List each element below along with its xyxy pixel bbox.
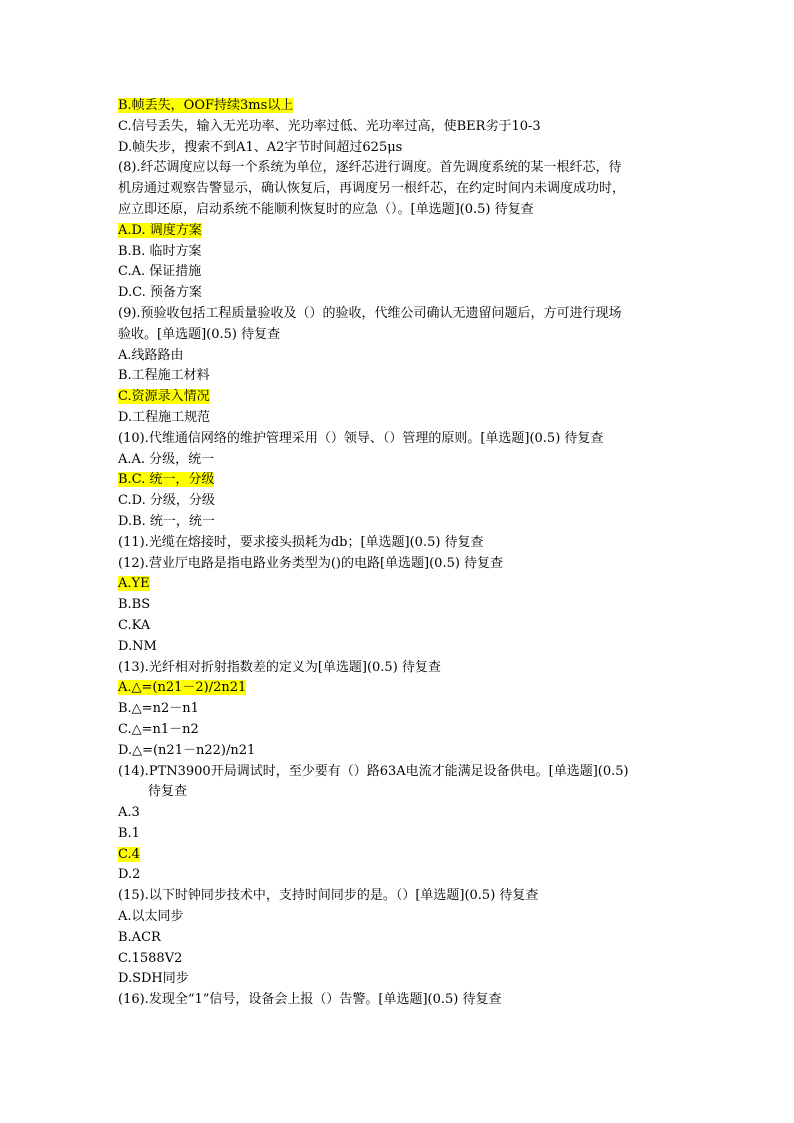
line-text: (14).PTN3900开局调试时，至少要有（）路63A电流才能满足设备供电。[单选题](0.5) <box>118 763 629 779</box>
line-text: (11).光缆在熔接时，要求接头损耗为db；[单选题](0.5) 待复查 <box>118 534 484 550</box>
document-line <box>118 325 678 346</box>
line-text: D.B. 统一，统一 <box>118 513 215 529</box>
line-text: (12).营业厅电路是指电路业务类型为()的电路[单选题](0.5) 待复查 <box>118 555 504 571</box>
line-text: 验收。[单选题](0.5) 待复查 <box>118 326 281 342</box>
document-line <box>118 200 678 221</box>
highlighted-answer: B.C. 统一，分级 <box>118 472 215 488</box>
document-line <box>118 865 678 886</box>
line-text: (16).发现全“1”信号，设备会上报（）告警。[单选题](0.5) 待复查 <box>118 992 502 1008</box>
document-line <box>118 782 678 803</box>
document-line <box>118 616 678 637</box>
line-text: A.3 <box>118 805 140 821</box>
line-text: (13).光纤相对折射指数差的定义为[单选题](0.5) 待复查 <box>118 659 441 675</box>
line-text: (9).预验收包括工程质量验收及（）的验收，代维公司确认无遗留问题后，方可进行现场 <box>118 305 622 321</box>
document-line <box>118 242 678 263</box>
line-text: B.B. 临时方案 <box>118 243 202 259</box>
document-line <box>118 803 678 824</box>
highlighted-answer: C.4 <box>118 846 140 862</box>
document-line <box>118 928 678 949</box>
document-line <box>118 450 678 471</box>
line-text: D.NM <box>118 638 157 654</box>
document-line <box>118 824 678 845</box>
line-text: (10).代维通信网络的维护管理采用（）领导、（）管理的原则。[单选题](0.5) 待复查 <box>118 430 604 446</box>
document-line <box>118 491 678 512</box>
highlighted-answer: A.YE <box>118 576 150 592</box>
document-page <box>118 96 678 1011</box>
document-line <box>118 262 678 283</box>
line-text: D.帧失步，搜索不到A1、A2字节时间超过625μs <box>118 139 403 155</box>
line-text: B.ACR <box>118 929 161 945</box>
line-text: A.线路路由 <box>118 347 184 363</box>
document-line <box>118 574 678 595</box>
line-text: D.△=(n21－n22)/n21 <box>118 742 256 758</box>
document-line <box>118 512 678 533</box>
document-line <box>118 969 678 990</box>
line-text: B.1 <box>118 825 140 841</box>
highlighted-answer: B.帧丢失，OOF持续3ms以上 <box>118 98 294 113</box>
line-text: C.1588V2 <box>118 950 183 966</box>
document-line <box>118 595 678 616</box>
document-line <box>118 658 678 679</box>
document-line <box>118 949 678 970</box>
document-line <box>118 366 678 387</box>
highlighted-answer: A.△=(n21－2)/2n21 <box>118 680 247 696</box>
line-text: 应立即还原，启动系统不能顺利恢复时的应急（）。[单选题](0.5) 待复查 <box>118 201 534 217</box>
document-line <box>118 907 678 928</box>
document-line <box>118 346 678 367</box>
document-line <box>118 158 678 179</box>
document-line <box>118 533 678 554</box>
highlighted-answer: C.资源录入情况 <box>118 389 210 405</box>
line-text: 机房通过观察告警显示，确认恢复后，再调度另一根纤芯，在约定时间内未调度成功时， <box>118 181 626 197</box>
document-line <box>118 637 678 658</box>
document-line <box>118 741 678 762</box>
line-text: C.A. 保证措施 <box>118 264 202 280</box>
document-line <box>118 408 678 429</box>
line-text: B.工程施工材料 <box>118 368 210 384</box>
document-line <box>118 470 678 491</box>
document-line <box>118 221 678 242</box>
line-text: (15).以下时钟同步技术中，支持时间同步的是。（）[单选题](0.5) 待复查 <box>118 888 539 904</box>
document-line <box>118 720 678 741</box>
document-line <box>118 678 678 699</box>
document-line <box>118 554 678 575</box>
line-text: D.2 <box>118 867 141 883</box>
document-line <box>118 283 678 304</box>
line-text: A.以太同步 <box>118 909 184 925</box>
line-text: D.C. 预备方案 <box>118 285 202 301</box>
document-line <box>118 845 678 866</box>
line-text: (8).纤芯调度应以每一个系统为单位，逐纤芯进行调度。首先调度系统的某一根纤芯，待 <box>118 160 622 176</box>
line-text: D.SDH同步 <box>118 971 189 987</box>
line-text: C.△=n1－n2 <box>118 721 199 737</box>
document-line <box>118 990 678 1011</box>
line-text: A.A. 分级，统一 <box>118 451 215 467</box>
line-text: D.工程施工规范 <box>118 409 211 425</box>
document-line <box>118 117 678 138</box>
line-text: B.△=n2－n1 <box>118 701 199 717</box>
document-line <box>118 179 678 200</box>
line-text: C.D. 分级，分级 <box>118 493 215 509</box>
line-text: C.信号丢失，输入无光功率、光功率过低、光功率过高，使BER劣于10-3 <box>118 118 541 134</box>
document-line <box>118 699 678 720</box>
highlighted-answer: A.D. 调度方案 <box>118 222 202 238</box>
document-line <box>118 304 678 325</box>
line-text: C.KA <box>118 617 151 633</box>
document-line <box>118 138 678 159</box>
line-text: 待复查 <box>148 784 188 800</box>
document-line <box>118 429 678 450</box>
document-line <box>118 96 678 117</box>
document-line <box>118 387 678 408</box>
document-line <box>118 762 678 783</box>
line-text: B.BS <box>118 597 151 613</box>
document-line <box>118 886 678 907</box>
